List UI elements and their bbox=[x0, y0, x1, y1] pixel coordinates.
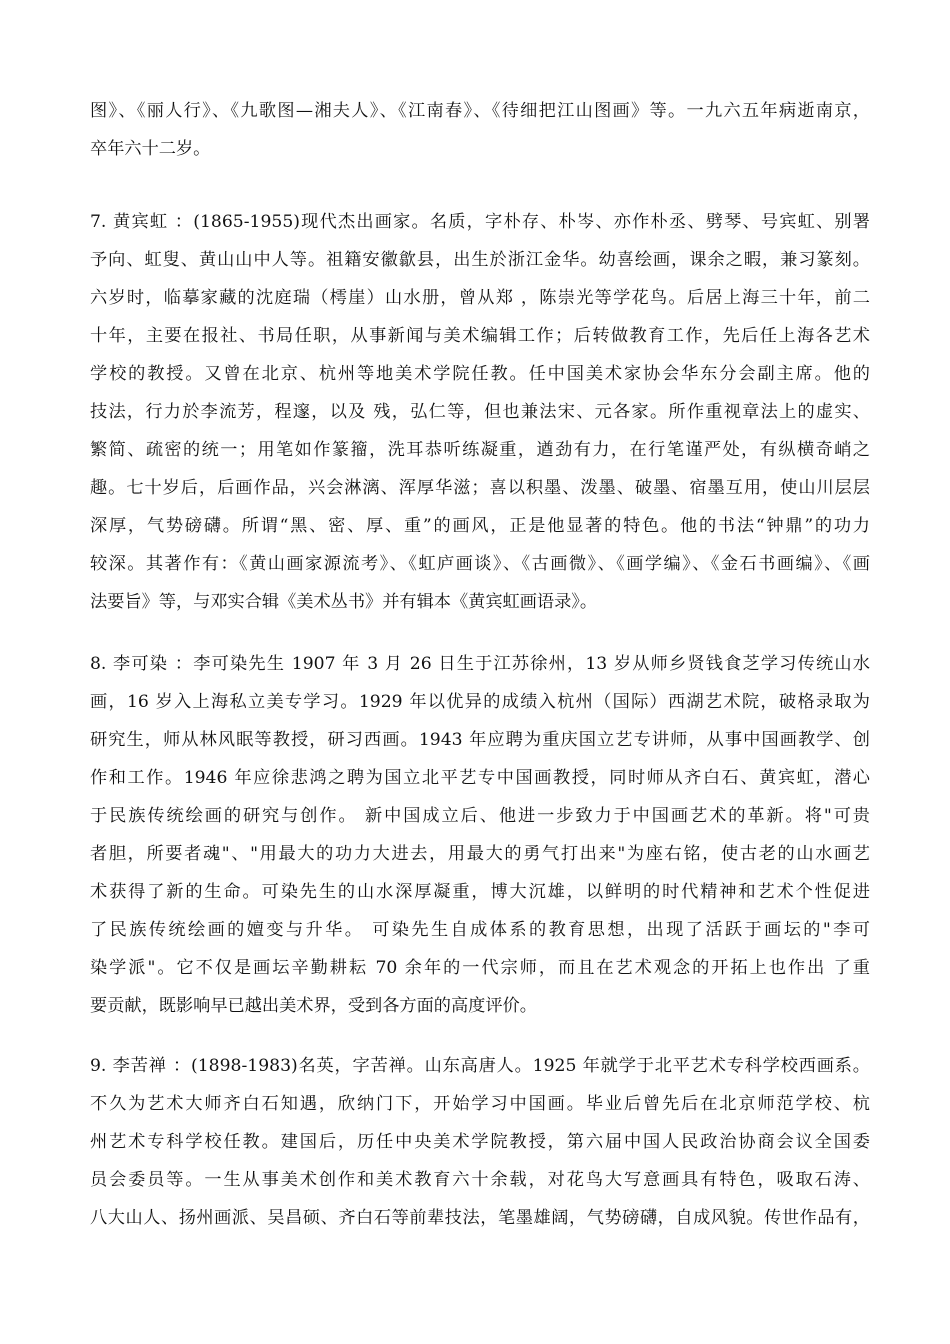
text-line: 9. 李苦禅 ：(1898-1983)名英，字苦禅。山东高唐人。1925 年就学于北平艺术专科学校西画系。 bbox=[90, 1056, 870, 1076]
text-line: 画，16 岁入上海私立美专学习。1929 年以优异的成绩入杭州（国际）西湖艺术院，破格录取为 bbox=[90, 692, 870, 712]
text-line: 法要旨》等，与邓实合辑《美术丛书》并有辑本《黄宾虹画语录》。 bbox=[90, 592, 598, 612]
text-line: 染学派"。它不仅是画坛辛勤耕耘 70 余年的一代宗师，而且在艺术观念的开拓上也作出 了重 bbox=[90, 958, 870, 978]
text-line: 趣。七十岁后，后画作品，兴会淋漓、浑厚华滋；喜以积墨、泼墨、破墨、宿墨互用，使山川层层 bbox=[90, 478, 870, 498]
text-line: 技法，行力於李流芳，程邃，以及 残，弘仁等，但也兼法宋、元各家。所作重视章法上的虚实、 bbox=[90, 402, 870, 422]
text-line: 术获得了新的生命。可染先生的山水深厚凝重，博大沉雄，以鲜明的时代精神和艺术个性促进 bbox=[90, 882, 870, 902]
text-line: 作和工作。1946 年应徐悲鸿之聘为国立北平艺专中国画教授，同时师从齐白石、黄宾虹，潜心 bbox=[90, 768, 870, 788]
text-line: 予向、虹叟、黄山山中人等。祖籍安徽歙县，出生於浙江金华。幼喜绘画，课余之暇，兼习篆刻。 bbox=[90, 250, 870, 270]
text-line: 8. 李可染 ：李可染先生 1907 年 3 月 26 日生于江苏徐州，13 岁从师乡贤钱食芝学习传统山水 bbox=[90, 654, 870, 674]
text-line: 员会委员等。一生从事美术创作和美术教育六十余载，对花鸟大写意画具有特色，吸取石涛、 bbox=[90, 1170, 870, 1190]
text-line: 学校的教授。又曾在北京、杭州等地美术学院任教。任中国美术家协会华东分会副主席。他的 bbox=[90, 364, 870, 384]
text-line: 者胆，所要者魂"、"用最大的功力大进去，用最大的勇气打出来"为座右铭，使古老的山水画艺 bbox=[90, 844, 870, 864]
text-line: 不久为艺术大师齐白石知遇，欣纳门下，开始学习中国画。毕业后曾先后在北京师范学校、杭 bbox=[90, 1094, 870, 1114]
text-line: 繁简、疏密的统一；用笔如作篆籀，洗耳恭听练凝重，遒劲有力，在行笔谨严处，有纵横奇峭之 bbox=[90, 440, 870, 460]
text-line: 了民族传统绘画的嬗变与升华。 可染先生自成体系的教育思想，出现了活跃于画坛的"李可 bbox=[90, 920, 870, 940]
text-line: 7. 黄宾虹 ：(1865-1955)现代杰出画家。名质，字朴存、朴岑、亦作朴丞、劈琴、号宾虹、别署 bbox=[90, 212, 870, 232]
text-line: 较深。其著作有：《黄山画家源流考》、《虹庐画谈》、《古画微》、《画学编》、《金石书画编》、《画 bbox=[90, 554, 870, 574]
text-line: 图》、《丽人行》、《九歌图—湘夫人》、《江南春》、《待细把江山图画》等。一九六五年病逝南京， bbox=[90, 101, 870, 121]
text-line: 深厚，气势磅礴。所谓“黑、密、厚、重”的画风，正是他显著的特色。他的书法“钟鼎”的功力 bbox=[90, 516, 870, 536]
text-line: 六岁时，临摹家藏的沈庭瑞（樗崖）山水册，曾从郑 ，陈崇光等学花鸟。后居上海三十年，前二 bbox=[90, 288, 870, 308]
text-line: 卒年六十二岁。 bbox=[90, 139, 211, 159]
text-line: 八大山人、扬州画派、吴昌硕、齐白石等前辈技法，笔墨雄阔，气势磅礴，自成风貌。传世作品有， bbox=[90, 1208, 870, 1228]
text-line: 于民族传统绘画的研究与创作。 新中国成立后、他进一步致力于中国画艺术的革新。将"可贵 bbox=[90, 806, 870, 826]
text-line: 十年，主要在报社、书局任职，从事新闻与美术编辑工作；后转做教育工作，先后任上海各艺术 bbox=[90, 326, 870, 346]
text-line: 要贡献，既影响早已越出美术界，受到各方面的高度评价。 bbox=[90, 996, 537, 1016]
text-line: 研究生，师从林风眠等教授，研习西画。1943 年应聘为重庆国立艺专讲师，从事中国画教学、创 bbox=[90, 730, 870, 750]
text-line: 州艺术专科学校任教。建国后，历任中央美术学院教授，第六届中国人民政治协商会议全国委 bbox=[90, 1132, 870, 1152]
